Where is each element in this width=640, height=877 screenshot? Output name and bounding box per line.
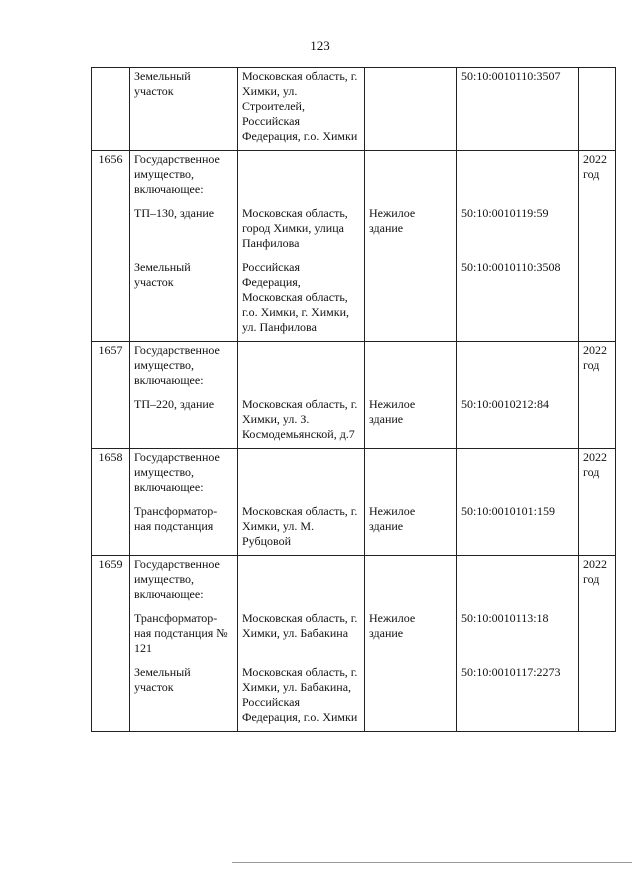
object-type-cell: [365, 342, 457, 397]
object-type-cell: [365, 151, 457, 206]
table-row: [92, 68, 616, 151]
object-name-cell: Трансформатор-ная подстанция № 121: [130, 610, 238, 664]
address-cell: Московская область, г. Химки, ул. З. Космодемьянской, д.7: [238, 396, 365, 449]
table-row: [92, 503, 616, 556]
address-cell: Московская область, г. Химки, ул. Бабакина: [238, 610, 365, 664]
address-cell: Московская область, город Химки, улица Панфилова: [238, 205, 365, 259]
record-number-cell: 1657: [92, 342, 130, 397]
record-number-cell: [92, 259, 130, 342]
cadastral-number-cell: [457, 342, 579, 397]
object-type-cell: [365, 664, 457, 732]
year-cell: [579, 503, 616, 556]
object-name-cell: ТП–220, здание: [130, 396, 238, 449]
table-row: [92, 342, 616, 397]
year-cell: [579, 68, 616, 151]
cadastral-number-cell: 50:10:0010212:84: [457, 396, 579, 449]
address-cell: Московская область, г. Химки, ул. М. Рубцовой: [238, 503, 365, 556]
record-number-cell: [92, 664, 130, 732]
cadastral-number-cell: 50:10:0010119:59: [457, 205, 579, 259]
object-name-cell: Земельный участок: [130, 68, 238, 151]
object-type-cell: [365, 449, 457, 504]
object-type-cell: Нежилое здание: [365, 205, 457, 259]
year-cell: 2022 год: [579, 151, 616, 206]
address-cell: [238, 151, 365, 206]
object-type-cell: Нежилое здание: [365, 503, 457, 556]
record-number-cell: 1659: [92, 556, 130, 611]
object-name-cell: Земельный участок: [130, 259, 238, 342]
record-number-cell: [92, 396, 130, 449]
year-cell: 2022 год: [579, 556, 616, 611]
table-row: [92, 205, 616, 259]
cadastral-number-cell: [457, 151, 579, 206]
cadastral-number-cell: 50:10:0010110:3508: [457, 259, 579, 342]
object-type-cell: [365, 556, 457, 611]
cadastral-number-cell: [457, 449, 579, 504]
property-table: [91, 67, 616, 732]
cadastral-number-cell: 50:10:0010117:2273: [457, 664, 579, 732]
cadastral-number-cell: 50:10:0010110:3507: [457, 68, 579, 151]
table-row: [92, 664, 616, 732]
table-row: [92, 449, 616, 504]
year-cell: [579, 664, 616, 732]
cadastral-number-cell: 50:10:0010101:159: [457, 503, 579, 556]
object-name-cell: Государственное имущество, включающее:: [130, 449, 238, 504]
footer-rule: [232, 862, 632, 863]
address-cell: Российская Федерация, Московская область, г.о. Химки, г. Химки, ул. Панфилова: [238, 259, 365, 342]
record-number-cell: [92, 68, 130, 151]
address-cell: Московская область, г. Химки, ул. Строителей, Российская Федерация, г.о. Химки: [238, 68, 365, 151]
address-cell: [238, 449, 365, 504]
object-name-cell: Государственное имущество, включающее:: [130, 556, 238, 611]
record-number-cell: 1658: [92, 449, 130, 504]
year-cell: [579, 205, 616, 259]
year-cell: [579, 259, 616, 342]
cadastral-number-cell: [457, 556, 579, 611]
object-type-cell: Нежилое здание: [365, 396, 457, 449]
year-cell: [579, 610, 616, 664]
record-number-cell: [92, 610, 130, 664]
object-name-cell: Государственное имущество, включающее:: [130, 151, 238, 206]
table-row: [92, 151, 616, 206]
object-name-cell: Земельный участок: [130, 664, 238, 732]
table-row: [92, 259, 616, 342]
object-type-cell: [365, 259, 457, 342]
address-cell: [238, 342, 365, 397]
record-number-cell: 1656: [92, 151, 130, 206]
object-name-cell: Трансформатор-ная подстанция: [130, 503, 238, 556]
object-type-cell: [365, 68, 457, 151]
record-number-cell: [92, 503, 130, 556]
table-row: [92, 610, 616, 664]
address-cell: [238, 556, 365, 611]
cadastral-number-cell: 50:10:0010113:18: [457, 610, 579, 664]
table-row: [92, 396, 616, 449]
address-cell: Московская область, г. Химки, ул. Бабакина, Российская Федерация, г.о. Химки: [238, 664, 365, 732]
table-row: [92, 556, 616, 611]
object-name-cell: Государственное имущество, включающее:: [130, 342, 238, 397]
year-cell: 2022 год: [579, 342, 616, 397]
table-body: [92, 68, 616, 732]
object-type-cell: Нежилое здание: [365, 610, 457, 664]
page-number: 123: [310, 38, 330, 53]
record-number-cell: [92, 205, 130, 259]
year-cell: 2022 год: [579, 449, 616, 504]
object-name-cell: ТП–130, здание: [130, 205, 238, 259]
year-cell: [579, 396, 616, 449]
